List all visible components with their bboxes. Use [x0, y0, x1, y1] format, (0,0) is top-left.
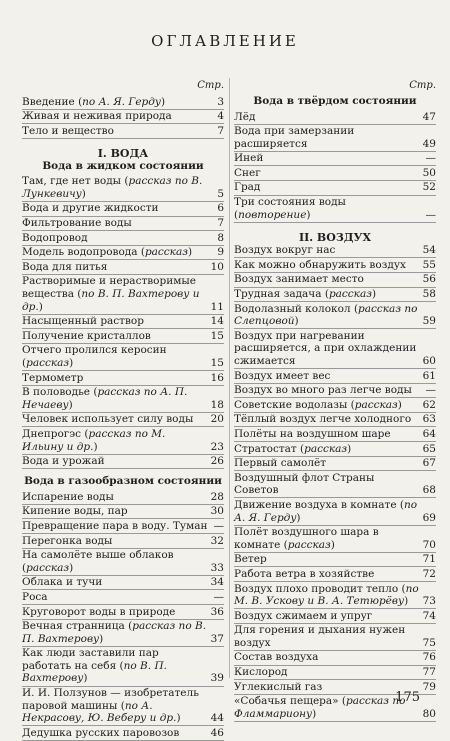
toc-entry-title: В половодье (рассказ по А. П. Нечаеву): [22, 386, 188, 411]
toc-entry-page: 20: [210, 413, 224, 426]
toc-entry-page: 68: [422, 484, 436, 497]
toc-entry-title: Вода для питья: [22, 260, 108, 273]
page-title: ОГЛАВЛЕНИЕ: [151, 32, 299, 50]
toc-entry-title: Движение воздуха в комнате (по А. Я. Герду): [234, 498, 418, 524]
toc-entry: [234, 442, 436, 457]
toc-entry-title: Роса: [22, 590, 48, 603]
toc-entry-page: 46: [210, 726, 224, 739]
toc-entry-title: Работа ветра в хозяйстве: [234, 567, 375, 580]
toc-entry-title: Как можно обнаружить воздух: [234, 258, 406, 271]
toc-entry-page: 75: [422, 636, 436, 649]
toc-entry-title: Человек использует силу воды: [22, 413, 194, 426]
toc-entry: [234, 651, 436, 666]
toc-entry-page: 32: [210, 534, 224, 547]
toc-entry-title: Отчего пролился керосин (рассказ): [22, 344, 167, 369]
toc-entry-title: Советские водолазы (рассказ): [234, 398, 402, 411]
toc-entry-page: 7: [217, 124, 224, 137]
toc-entry-title: Снег: [234, 166, 261, 179]
toc-entry-title: Воздух занимает место: [234, 273, 364, 286]
toc-entry: [22, 576, 224, 591]
toc-entry: [234, 273, 436, 288]
toc-entry-title: Воздушный флот Страны Советов: [234, 471, 375, 497]
toc-entry-title: Круговорот воды в природе: [22, 605, 176, 618]
toc-entry-page: 52: [422, 181, 436, 194]
toc-entry-title: Получение кристаллов: [22, 329, 151, 342]
toc-entry-title: Лёд: [234, 110, 256, 123]
toc-entry-title: Град: [234, 181, 261, 194]
toc-entry-title: Воздух при нагревании расширяется, а при охлаждении сжимается: [234, 329, 417, 367]
toc-entry: [234, 244, 436, 259]
toc-entry-title: И. И. Ползунов — изобретатель паровой машины (по А. Некрасову, Ю. Веберу и др.): [22, 687, 199, 725]
page-number: 175: [395, 690, 420, 705]
toc-entry-page: 70: [422, 538, 436, 551]
toc-entry-page: 4: [217, 110, 224, 123]
toc-entry-title: На самолёте выше облаков (рассказ): [22, 549, 174, 574]
toc-entry: [234, 471, 436, 498]
toc-entry-title: Первый самолёт: [234, 457, 327, 470]
right-column: [234, 80, 436, 722]
toc-entry: [234, 666, 436, 681]
toc-entry-page: 79: [422, 680, 436, 693]
toc-entry: [234, 152, 436, 167]
toc-entry: [22, 386, 224, 413]
toc-entry: [22, 217, 224, 232]
toc-entry-title: Перегонка воды: [22, 534, 113, 547]
toc-entry-page: 73: [422, 595, 436, 608]
toc-entry-title: Кипение воды, пар: [22, 505, 128, 518]
subsection-solid: Вода в твёрдом состоянии: [253, 95, 417, 107]
toc-entry-page: —: [213, 519, 224, 532]
toc-entry: [22, 231, 224, 246]
toc-entry-page: 6: [217, 202, 224, 215]
toc-entry-title: Как люди заставили пар работать на себя (по В. П. Вахтерову): [22, 647, 167, 685]
toc-entry-page: 55: [422, 258, 436, 271]
toc-entry: [22, 344, 224, 371]
toc-entry-page: 34: [210, 576, 224, 589]
toc-entry: [234, 427, 436, 442]
toc-entry-title: Дедушка русских паровозов: [22, 726, 180, 739]
toc-entry: [22, 329, 224, 344]
toc-entry-page: 76: [422, 651, 436, 664]
toc-entry: [234, 258, 436, 273]
toc-entry: [234, 181, 436, 196]
toc-entry-page: 15: [210, 329, 224, 342]
toc-entry: [234, 110, 436, 125]
toc-entry-title: Трудная задача (рассказ): [234, 288, 377, 301]
page-column-label: Стр.: [197, 80, 224, 91]
toc-entry-page: 16: [210, 371, 224, 384]
toc-entry-title: Ветер: [234, 553, 267, 566]
toc-entry-title: Вечная странница (рассказ по В. П. Вахтерову): [22, 620, 207, 645]
toc-entry-page: 36: [210, 605, 224, 618]
toc-entry-page: 59: [422, 315, 436, 328]
toc-entry-title: Днепрогэс (рассказ по М. Ильину и др.): [22, 427, 166, 453]
toc-entry-page: —: [425, 208, 436, 221]
toc-entry-title: Модель водопровода (рассказ): [22, 246, 193, 259]
toc-entry: [234, 457, 436, 472]
toc-entry: [234, 166, 436, 181]
toc-entry: [22, 275, 224, 315]
toc-entry-page: 33: [210, 561, 224, 574]
toc-entry: [22, 246, 224, 261]
toc-entry: [22, 534, 224, 549]
toc-entry-page: 62: [422, 398, 436, 411]
toc-entry-title: Вода и другие жидкости: [22, 202, 159, 215]
toc-entry-page: —: [425, 384, 436, 397]
toc-entry-page: 54: [422, 244, 436, 257]
toc-entry-page: 7: [217, 217, 224, 230]
toc-entry: [22, 260, 224, 275]
toc-entry: [22, 519, 224, 534]
toc-entry-page: 39: [210, 672, 224, 685]
toc-entry-page: 23: [210, 440, 224, 453]
toc-entry: [234, 329, 436, 369]
toc-entry-title: Фильтрование воды: [22, 217, 132, 230]
toc-entry: [22, 455, 224, 470]
toc-entry-page: 18: [210, 398, 224, 411]
toc-entry-page: 10: [210, 260, 224, 273]
toc-entry: [234, 196, 436, 223]
toc-entry-page: 30: [210, 505, 224, 518]
toc-entry: [22, 490, 224, 505]
toc-entry-page: 80: [422, 707, 436, 720]
toc-entry-title: Воздух плохо проводит тепло (по М. В. Ускову и В. А. Тетюрёву): [234, 582, 419, 608]
toc-entry: [22, 505, 224, 520]
toc-entry: [234, 553, 436, 568]
toc-entry-page: —: [213, 590, 224, 603]
toc-entry-page: 15: [210, 357, 224, 369]
toc-entry-title: Иней: [234, 152, 264, 165]
toc-entry: [22, 110, 224, 125]
air-list: [234, 244, 436, 722]
toc-entry: [22, 647, 224, 687]
toc-entry-page: 63: [422, 413, 436, 426]
toc-entry-title: «Собачья пещера» (рассказ по Фламмариону): [234, 695, 406, 720]
toc-entry: [234, 526, 436, 553]
toc-entry-page: 14: [210, 315, 224, 328]
toc-entry: [22, 427, 224, 454]
page-column-label-right: Стр.: [409, 80, 436, 91]
toc-entry-page: 44: [210, 712, 224, 725]
toc-entry-title: Введение (по А. Я. Герду): [22, 95, 166, 108]
toc-entry: [22, 371, 224, 386]
toc-entry-page: 11: [210, 300, 224, 313]
toc-entry-title: Углекислый газ: [234, 680, 323, 693]
toc-entry: [22, 124, 224, 139]
gas-list: [22, 490, 224, 741]
section-title-water: I. ВОДА: [97, 146, 149, 160]
toc-entry: [22, 95, 224, 110]
toc-entry-title: Стратостат (рассказ): [234, 442, 352, 455]
toc-entry-title: Насыщенный раствор: [22, 315, 144, 328]
toc-entry-title: Для горения и дыхания нужен воздух: [234, 624, 406, 649]
toc-entry: [22, 413, 224, 428]
toc-entry-title: Тёплый воздух легче холодного: [234, 413, 412, 426]
toc-entry-title: Водопровод: [22, 231, 88, 244]
toc-entry-title: Испарение воды: [22, 490, 114, 503]
toc-entry-title: Вода при замерзании расширяется: [234, 125, 355, 150]
toc-entry-title: Живая и неживая природа: [22, 110, 172, 123]
toc-entry-page: 65: [422, 442, 436, 455]
toc-entry-title: Тело и вещество: [22, 124, 114, 137]
toc-entry-page: 56: [422, 273, 436, 286]
toc-entry-page: 47: [422, 110, 436, 123]
toc-entry-title: Там, где нет воды (рассказ по В. Лункевичу): [22, 175, 203, 200]
toc-entry-title: Водолазный колокол (рассказ по Слепцовой): [234, 302, 418, 328]
toc-entry: [22, 620, 224, 647]
toc-entry-title: Воздух имеет вес: [234, 369, 331, 382]
toc-entry-page: 64: [422, 427, 436, 440]
toc-entry-title: Растворимые и нерастворимые вещества (по В. П. Вахтерову и др.): [22, 275, 200, 313]
toc-entry-title: Полёты на воздушном шаре: [234, 427, 391, 440]
toc-entry-page: 69: [422, 511, 436, 524]
intro-list: [22, 95, 224, 139]
toc-entry-page: 60: [422, 355, 436, 367]
toc-entry: [22, 605, 224, 620]
toc-entry: [234, 624, 436, 651]
toc-entry: [22, 549, 224, 576]
toc-entry: [234, 609, 436, 624]
toc-entry-title: Термометр: [22, 371, 84, 384]
toc-entry-title: Полёт воздушного шара в комнате (рассказ): [234, 526, 379, 551]
column-divider: [229, 78, 230, 678]
toc-entry: [234, 398, 436, 413]
toc-entry: [22, 726, 224, 741]
toc-entry: [234, 384, 436, 399]
toc-entry-title: Воздух сжимаем и упруг: [234, 609, 373, 622]
toc-entry-title: Превращение пара в воду. Туман: [22, 519, 208, 532]
toc-entry-page: 28: [210, 490, 224, 503]
liquid-list: [22, 175, 224, 469]
toc-entry-title: Состав воздуха: [234, 651, 319, 664]
toc-entry-page: —: [425, 152, 436, 165]
toc-entry-page: 74: [422, 609, 436, 622]
toc-entry-page: 77: [422, 666, 436, 679]
toc-entry-title: Три состояния воды (повторение): [234, 196, 346, 221]
toc-entry: [22, 175, 224, 202]
toc-entry-page: 71: [422, 553, 436, 566]
toc-entry: [22, 202, 224, 217]
toc-entry: [234, 369, 436, 384]
toc-entry-page: 50: [422, 166, 436, 179]
toc-entry-page: 49: [422, 137, 436, 150]
toc-entry-title: Воздух во много раз легче воды: [234, 384, 412, 397]
toc-entry-page: 3: [217, 95, 224, 108]
solid-list: [234, 110, 436, 223]
toc-entry: [234, 582, 436, 609]
toc-entry: [22, 315, 224, 330]
toc-entry: [22, 590, 224, 605]
toc-entry: [234, 302, 436, 329]
toc-entry-title: Воздух вокруг нас: [234, 244, 336, 257]
toc-entry: [234, 567, 436, 582]
subsection-gas: Вода в газообразном состоянии: [24, 475, 222, 488]
toc-entry-page: 37: [210, 632, 224, 645]
toc-entry-page: 67: [422, 457, 436, 470]
toc-entry-page: 72: [422, 567, 436, 580]
left-column: [22, 80, 224, 741]
toc-entry-title: Облака и тучи: [22, 576, 103, 589]
toc-entry-page: 5: [217, 187, 224, 200]
toc-entry-page: 26: [210, 455, 224, 468]
subsection-liquid: Вода в жидком состоянии: [42, 159, 204, 172]
toc-entry-title: Вода и урожай: [22, 455, 105, 468]
toc-entry-page: 61: [422, 369, 436, 382]
toc-entry-page: 58: [422, 288, 436, 301]
toc-entry: [234, 498, 436, 525]
toc-entry-page: 8: [217, 231, 224, 244]
toc-entry: [22, 687, 224, 727]
toc-entry-page: 9: [217, 246, 224, 259]
toc-entry: [234, 288, 436, 303]
toc-entry: [234, 125, 436, 152]
toc-entry-title: Кислород: [234, 666, 288, 679]
section-title-air: II. ВОЗДУХ: [298, 230, 371, 244]
toc-entry: [234, 413, 436, 428]
